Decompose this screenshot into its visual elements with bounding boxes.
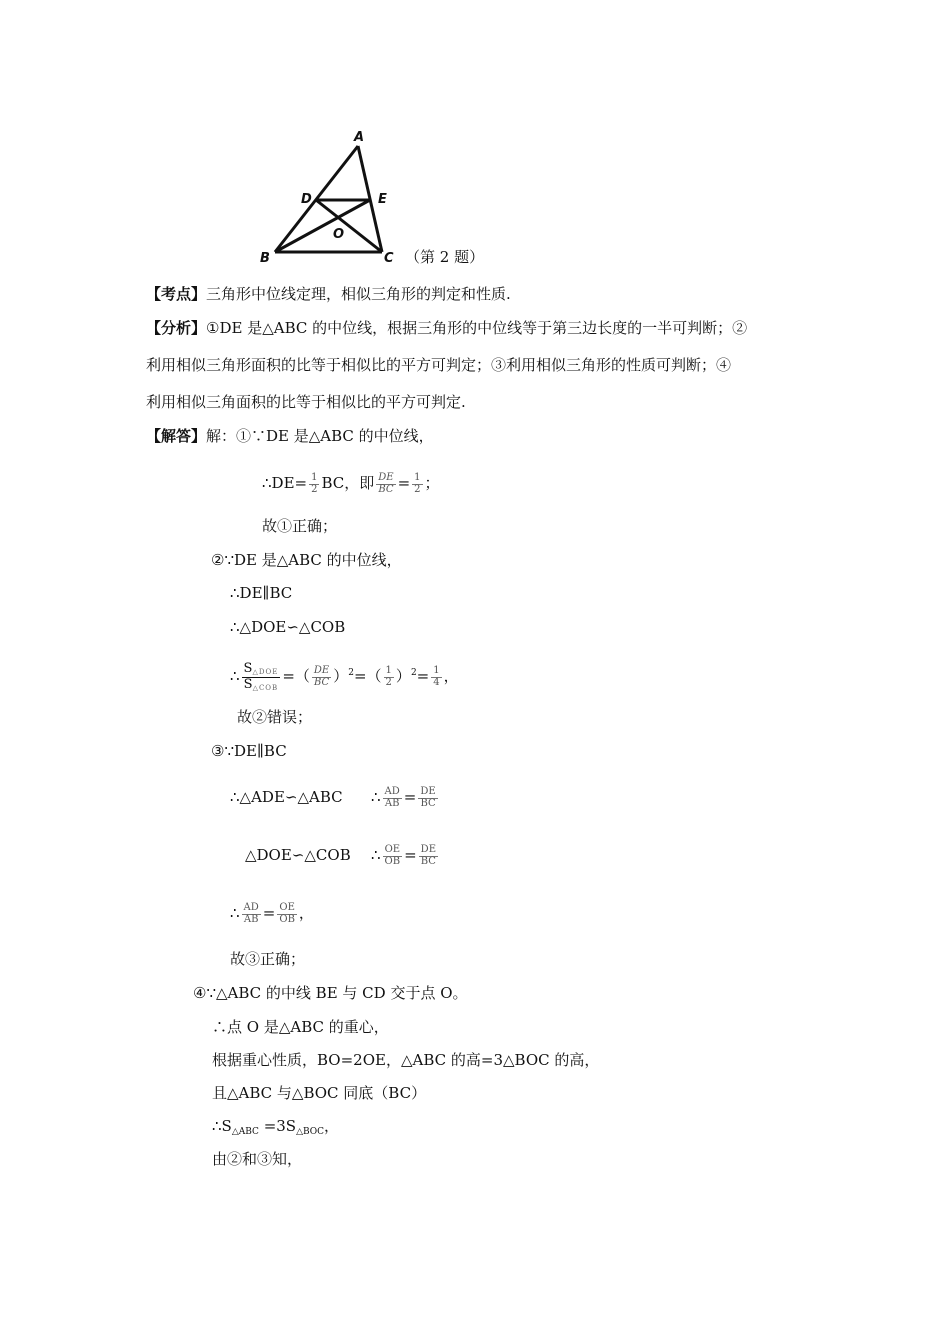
fraction-oe-ob: $\frac{OE}{OB}$ [384, 844, 401, 867]
fraction-area-ratio: $\frac{S_{\triangle DOE}}{S_{\triangle COB}}$ [243, 661, 279, 692]
fraction-half-3: $\frac{1}{2}$ [385, 665, 392, 688]
fraction-de-bc-4: $\frac{DE}{BC}$ [420, 844, 436, 867]
triangle-figure [258, 128, 408, 268]
kaodian-line [146, 287, 511, 302]
step3-conclusion: 故③正确； [230, 950, 306, 968]
fenxi-line-3: 利用相似三角面积的比等于相似比的平方可判定. [146, 393, 466, 411]
figure-caption: （第 2 题） [405, 248, 485, 266]
label-o: O [333, 227, 345, 242]
jieda-line [146, 429, 434, 444]
label-d: D [301, 192, 312, 207]
step2-conclusion: 故②错误； [237, 708, 313, 726]
step3-head: ③∵DE∥BC [211, 742, 287, 760]
fraction-one-half: $\frac{1}{2}$ [311, 472, 318, 495]
step3-ratio1: ∴ $\frac{AD}{AB}$ = $\frac{DE}{BC}$ [371, 786, 436, 809]
step4-centroid: ∴点 O 是△ABC 的重心， [212, 1018, 389, 1036]
fraction-quarter: $\frac{1}{4}$ [433, 665, 440, 688]
step4-from: 由②和③知， [212, 1150, 303, 1168]
step1-equation: ∴DE= $\frac{1}{2}$ BC，即 $\frac{DE}{BC}$ = $\frac{1}{2}$ ； [262, 472, 440, 495]
fraction-one-half-2: $\frac{1}{2}$ [414, 472, 421, 495]
step4-area: $\therefore S_{\triangle ABC} =3S_{\triangle BOC}$， [212, 1117, 340, 1137]
fenxi-text-1: ①DE 是△ABC 的中位线，根据三角形的中位线等于第三边长度的一半可判断；② [206, 319, 748, 337]
fenxi-line-2: 利用相似三角形面积的比等于相似比的平方可判定；③利用相似三角形的性质可判断；④ [146, 356, 732, 374]
fenxi-line-1 [146, 321, 747, 336]
label-a: A [354, 130, 365, 145]
step3-ratio3: ∴ $\frac{AD}{AB}$ = $\frac{OE}{OB}$ ， [230, 902, 314, 925]
step2-head: ②∵DE 是△ABC 的中位线， [211, 551, 402, 569]
jieda-tag: 【解答】 [146, 427, 207, 445]
step3-sim1: ∴△ADE∽△ABC [230, 788, 343, 806]
jieda-lead: 解：①∵DE 是△ABC 的中位线， [206, 427, 434, 445]
fraction-ad-ab-2: $\frac{AD}{AB}$ [243, 902, 259, 925]
step1-prefix: ∴DE= [262, 474, 308, 492]
median-be [275, 200, 370, 252]
kaodian-text: 三角形中位线定理，相似三角形的判定和性质. [206, 285, 511, 303]
fraction-oe-ob-2: $\frac{OE}{OB}$ [279, 902, 295, 925]
fenxi-tag: 【分析】 [146, 319, 207, 337]
fraction-de-bc-2: $\frac{DE}{BC}$ [313, 665, 330, 688]
step1-conclusion: 故①正确； [262, 517, 338, 535]
fraction-de-bc: $\frac{DE}{BC}$ [378, 472, 394, 495]
step4-head: ④∵△ABC 的中线 BE 与 CD 交于点 O。 [193, 984, 468, 1002]
step4-property: 根据重心性质，BO=2OE，△ABC 的高=3△BOC 的高， [212, 1051, 600, 1069]
step3-ratio2: ∴ $\frac{OE}{OB}$ = $\frac{DE}{BC}$ [371, 844, 436, 867]
step2-area-ratio: ∴ $\frac{S_{\triangle DOE}}{S_{\triangle COB}}$ =（ $\frac{DE}{BC}$ ）$^2$=（ $\frac{1}{2}$ ）$^2$= $\frac{1}{4}$ ， [230, 661, 459, 692]
fraction-de-bc-3: $\frac{DE}{BC}$ [420, 786, 436, 809]
step2-similar: ∴△DOE∽△COB [230, 618, 346, 636]
step3-sim2: △DOE∽△COB [245, 846, 351, 864]
step2-parallel: ∴DE∥BC [230, 584, 293, 602]
kaodian-tag: 【考点】 [146, 285, 207, 303]
label-b: B [260, 251, 270, 266]
step1-mid: BC，即 [321, 474, 375, 492]
step4-base: 且△ABC 与△BOC 同底（BC） [212, 1084, 427, 1102]
label-c: C [384, 251, 394, 266]
label-e: E [378, 192, 387, 207]
fraction-ad-ab: $\frac{AD}{AB}$ [384, 786, 400, 809]
